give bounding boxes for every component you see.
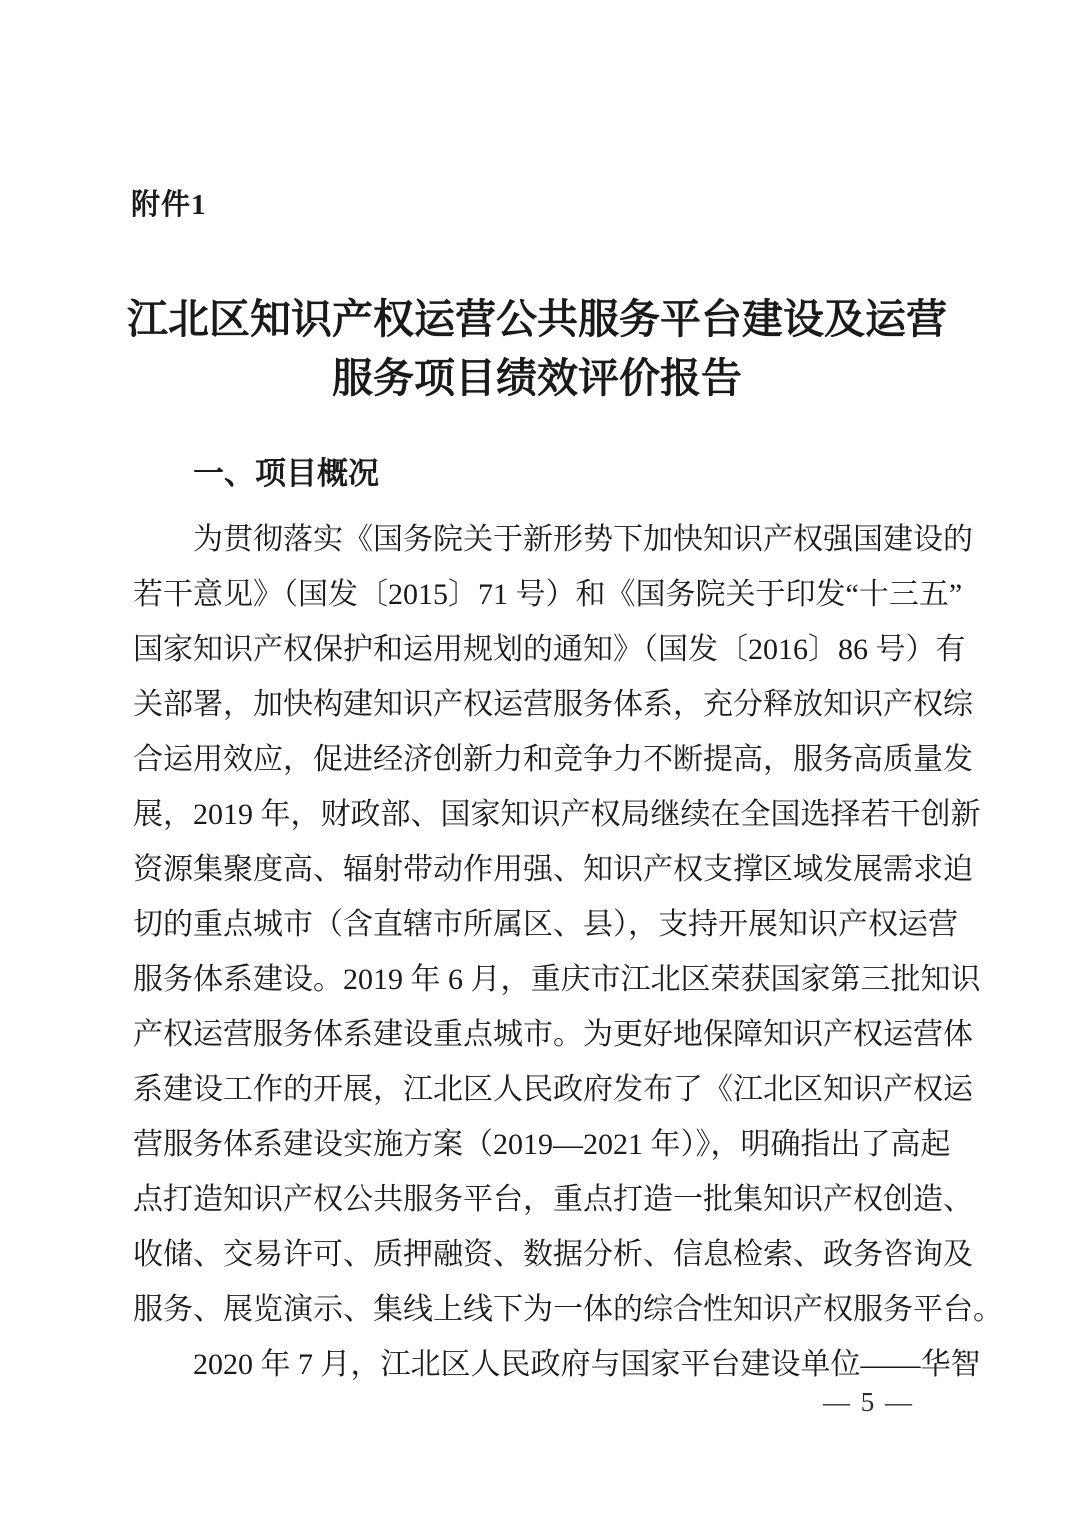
page-number: — 5 — — [823, 1387, 914, 1417]
attachment-label: 附件1 — [131, 189, 207, 221]
document-title-line-2: 服务项目绩效评价报告 — [332, 355, 742, 401]
paragraph-1-line-10: 产权运营服务体系建设重点城市。为更好地保障知识产权运营体 — [133, 1018, 973, 1051]
document-body — [133, 512, 1003, 1392]
paragraph-1-line-12: 营服务体系建设实施方案（2019—2021 年）》，明确指出了高起 — [133, 1128, 951, 1161]
paragraph-1-line-15: 服务、展览演示、集线上线下为一体的综合性知识产权服务平台。 — [133, 1293, 1003, 1326]
document-title — [0, 290, 1074, 408]
paragraph-1-line-8: 切的重点城市（含直辖市所属区、县），支持开展知识产权运营 — [133, 908, 958, 941]
paragraph-1-line-14: 收储、交易许可、质押融资、数据分析、信息检索、政务咨询及 — [133, 1238, 973, 1271]
paragraph-1-line-13: 点打造知识产权公共服务平台，重点打造一批集知识产权创造、 — [133, 1183, 973, 1216]
paragraph-1-line-5: 合运用效应，促进经济创新力和竞争力不断提高，服务高质量发 — [133, 743, 973, 776]
paragraph-1-line-6: 展，2019 年，财政部、国家知识产权局继续在全国选择若干创新 — [133, 798, 981, 831]
document-title-line-1: 江北区知识产权运营公共服务平台建设及运营 — [127, 296, 947, 342]
paragraph-1-line-1: 为贯彻落实《国务院关于新形势下加快知识产权强国建设的 — [193, 523, 973, 556]
paragraph-1-line-11: 系建设工作的开展，江北区人民政府发布了《江北区知识产权运 — [133, 1073, 973, 1106]
section-heading: 一、项目概况 — [193, 456, 379, 491]
paragraph-1-line-9: 服务体系建设。2019 年 6 月，重庆市江北区荣获国家第三批知识 — [133, 963, 981, 996]
paragraph-1-line-4: 关部署，加快构建知识产权运营服务体系，充分释放知识产权综 — [133, 688, 973, 721]
paragraph-1-line-2: 若干意见》（国发〔2015〕71 号）和《国务院关于印发“十三五” — [133, 578, 963, 611]
paragraph-2-line-1: 2020 年 7 月，江北区人民政府与国家平台建设单位——华智 — [193, 1348, 981, 1381]
paragraph-1-line-3: 国家知识产权保护和运用规划的通知》（国发〔2016〕86 号）有 — [133, 633, 966, 666]
paragraph-1-line-7: 资源集聚度高、辐射带动作用强、知识产权支撑区域发展需求迫 — [133, 853, 973, 886]
